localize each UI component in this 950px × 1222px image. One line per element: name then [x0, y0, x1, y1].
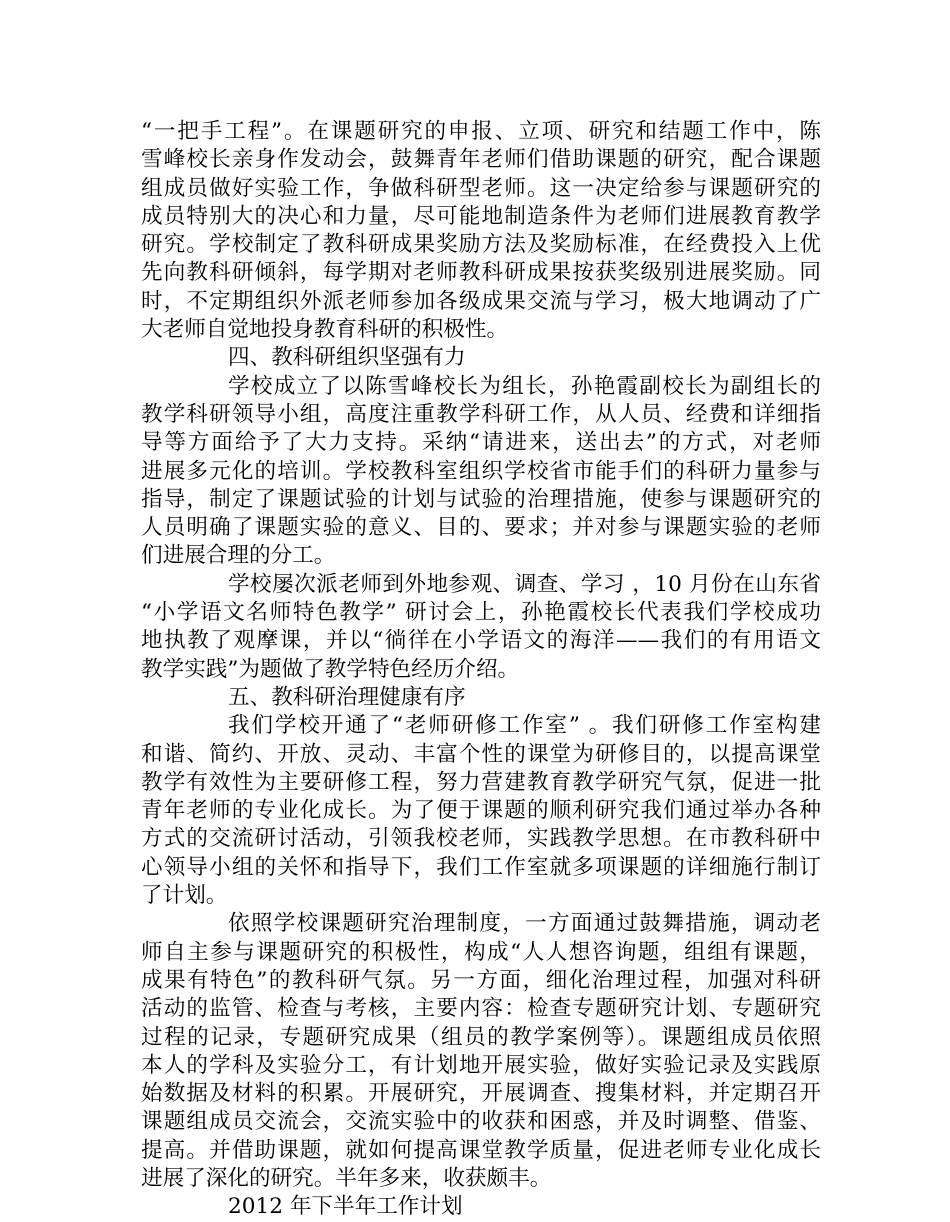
- text-line: 组成员做好实验工作，争做科研型老师。这一决定给参与课题研究的: [141, 175, 821, 201]
- text-line: 始数据及材料的积累。开展研究，开展调查、搜集材料，并定期召开: [141, 1081, 821, 1107]
- text-line: 雪峰校长亲身作发动会，鼓舞青年老师们借助课题的研究，配合课题: [141, 147, 821, 173]
- text-line: 成员特别大的决心和力量，尽可能地制造条件为老师们进展教育教学: [141, 203, 821, 229]
- text-line: “小学语文名师特色教学” 研讨会上，孙艳霞校长代表我们学校成功: [141, 600, 821, 626]
- text-line: 四、教科研组织坚强有力: [228, 345, 466, 371]
- text-line: 提高。并借助课题，就如何提高课堂教学质量，促进老师专业化成长: [141, 1137, 821, 1163]
- text-line: 依照学校课题研究治理制度，一方面通过鼓舞措施，调动老: [228, 911, 821, 937]
- text-line: 2012 年下半年工作计划: [228, 1194, 463, 1220]
- text-line: 教学有效性为主要研修工程，努力营建教育教学研究气氛，促进一批: [141, 769, 821, 795]
- text-line: 研究。学校制定了教科研成果奖励方法及奖励标准，在经费投入上优: [141, 232, 821, 258]
- text-line: 青年老师的专业化成长。为了便于课题的顺利研究我们通过举办各种: [141, 798, 821, 824]
- text-line: 过程的记录，专题研究成果（组员的教学案例等）。课题组成员依照: [141, 1024, 821, 1050]
- text-line: 进展多元化的培训。学校教科室组织学校省市能手们的科研力量参与: [141, 458, 821, 484]
- text-line: 活动的监管、检查与考核，主要内容：检查专题研究计划、专题研究: [141, 996, 821, 1022]
- text-line: 进展了深化的研究。半年多来，收获颇丰。: [141, 1165, 552, 1191]
- body-text: [141, 118, 821, 1222]
- text-line: 大老师自觉地投身教育科研的积极性。: [141, 317, 509, 343]
- text-line: “一把手工程”。在课题研究的申报、立项、研究和结题工作中，陈: [141, 119, 821, 144]
- text-line: 和谐、简约、开放、灵动、丰富个性的课堂为研修目的，以提高课堂: [141, 741, 821, 767]
- text-line: 教学科研领导小组，高度注重教学科研工作，从人员、经费和详细指: [141, 401, 821, 427]
- text-line: 人员明确了课题实验的意义、目的、要求；并对参与课题实验的老师: [141, 515, 821, 541]
- text-line: 我们学校开通了“老师研修工作室” 。我们研修工作室构建: [228, 713, 821, 739]
- text-line: 了计划。: [141, 883, 228, 909]
- text-line: 教学实践”为题做了教学特色经历介绍。: [141, 656, 520, 682]
- text-line: 学校屡次派老师到外地参观、调查、学习 ，10 月份在山东省: [228, 571, 821, 597]
- text-line: 地执教了观摩课，并以“徜徉在小学语文的海洋——我们的有用语文: [141, 628, 821, 654]
- text-line: 五、教科研治理健康有序: [228, 684, 466, 710]
- text-line: 导等方面给予了大力支持。采纳“请进来，送出去”的方式，对老师: [141, 430, 821, 456]
- text-line: 时，不定期组织外派老师参加各级成果交流与学习，极大地调动了广: [141, 288, 821, 314]
- text-line: 心领导小组的关怀和指导下，我们工作室就多项课题的详细施行制订: [141, 854, 821, 880]
- text-line: 指导，制定了课题试验的计划与试验的治理措施，使参与课题研究的: [141, 486, 821, 512]
- text-line: 先向教科研倾斜，每学期对老师教科研成果按获奖级别进展奖励。同: [141, 260, 821, 286]
- text-line: 方式的交流研讨活动，引领我校老师，实践教学思想。在市教科研中: [141, 826, 821, 852]
- text-line: 课题组成员交流会，交流实验中的收获和困惑，并及时调整、借鉴、: [141, 1109, 821, 1135]
- text-line: 本人的学科及实验分工，有计划地开展实验，做好实验记录及实践原: [141, 1052, 821, 1078]
- text-line: 们进展合理的分工。: [141, 543, 336, 569]
- text-line: 师自主参与课题研究的积极性，构成“人人想咨询题，组组有课题，: [141, 939, 821, 965]
- text-line: 成果有特色”的教科研气氛。另一方面，细化治理过程，加强对科研: [141, 967, 821, 993]
- text-line: 学校成立了以陈雪峰校长为组长，孙艳霞副校长为副组长的: [228, 373, 821, 399]
